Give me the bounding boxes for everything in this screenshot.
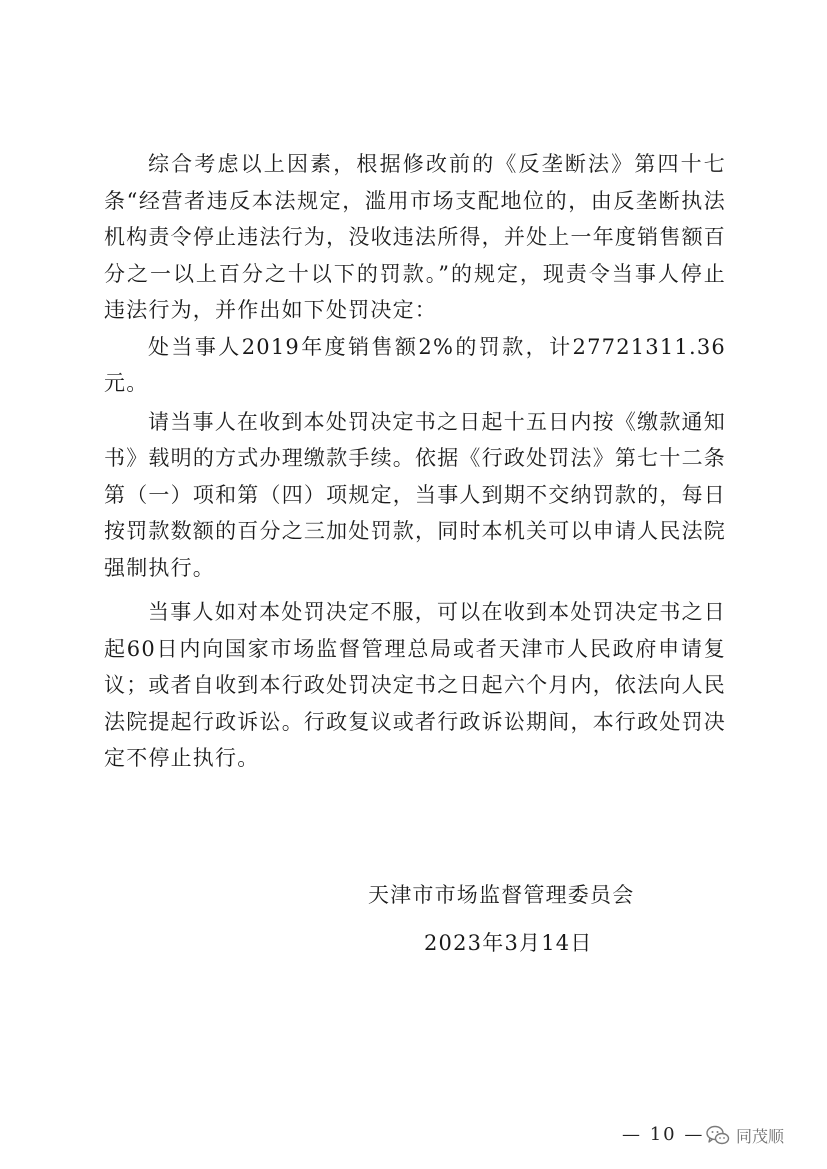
watermark: [706, 1124, 784, 1147]
paragraph-penalty-basis: 综合考虑以上因素，根据修改前的《反垄断法》第四十七条“经营者违反本法规定，滥用市场支配地位的，由反垄断执法机构责令停止违法行为，没收违法所得，并处上一年度销售额百分之一以上百分之十以下的罚款。”的规定，现责令当事人停止违法行为，并作出如下处罚决定：: [104, 152, 726, 322]
issue-date: 2023年3月14日: [424, 931, 593, 955]
paragraph-payment-instructions: 请当事人在收到本处罚决定书之日起十五日内按《缴款通知书》载明的方式办理缴款手续。依据《行政处罚法》第七十二条第（一）项和第（四）项规定，当事人到期不交纳罚款的，每日按罚款数额的百分之三加处罚款，同时本机关可以申请人民法院强制执行。: [104, 409, 726, 580]
signature-block: [360, 874, 720, 964]
watermark-label: 同茂顺: [736, 1127, 785, 1146]
paragraph-penalty-amount: 处当事人2019年度销售额2%的罚款，计27721311.36元。: [104, 334, 726, 395]
paragraph-appeal-rights: 当事人如对本处罚决定不服，可以在收到本处罚决定书之日起60日内向国家市场监督管理总局或者天津市人民政府申请复议；或者自收到本行政处罚决定书之日起六个月内，依法向人民法院提起行政诉讼。行政复议或者行政诉讼期间，本行政处罚决定不停止执行。: [104, 600, 726, 770]
wechat-icon: [706, 1125, 730, 1147]
document-body: [104, 146, 726, 777]
page-number: — 10 —: [622, 1124, 705, 1145]
issuing-organization: 天津市市场监督管理委员会: [368, 883, 635, 907]
